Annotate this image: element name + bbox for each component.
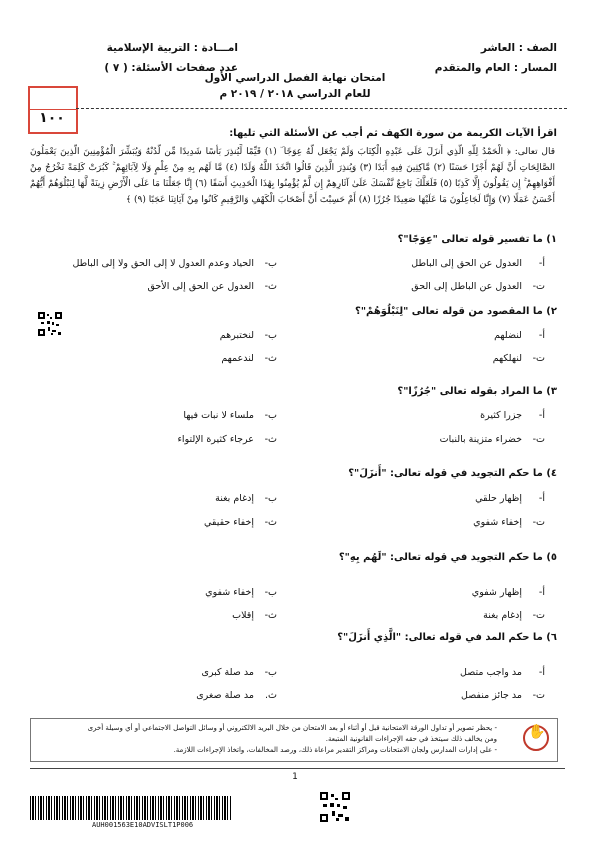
footer-qr-code — [320, 792, 350, 822]
header-divider — [76, 108, 567, 109]
total-score: ١٠٠ — [39, 110, 65, 126]
option-text: إقلاب — [232, 610, 254, 621]
option-letter: ث. — [265, 690, 277, 701]
option-letter: ب- — [264, 587, 277, 598]
question-2-title: ٢) ما المقصود من قوله تعالى "لِنَبْلُوَهُمْ"؟ — [355, 306, 557, 317]
option-letter: ب- — [264, 330, 277, 341]
option-letter: أ- — [538, 258, 545, 269]
qr-code — [38, 312, 62, 336]
pages-count-label: عدد صفحات الأسئلة: ( ٧ ) — [104, 62, 238, 74]
option-letter: أ- — [538, 330, 545, 341]
q1-option-a[interactable] — [411, 258, 545, 269]
option-letter: ب- — [264, 667, 277, 678]
option-text: العدول عن الحق إلى الباطل — [411, 258, 522, 269]
option-text: إخفاء شفوي — [205, 587, 254, 598]
option-letter: ب- — [264, 258, 277, 269]
option-text: مد صلة كبرى — [201, 667, 254, 678]
q4-option-d[interactable] — [204, 517, 277, 528]
subject-label: امـــادة : التربية الإسلامية — [106, 42, 238, 54]
page-number: 1 — [292, 772, 298, 782]
question-4-title: ٤) ما حكم التجويد في قوله تعالى: "أَنزَلَ"؟ — [348, 468, 557, 479]
option-text: إدغام بغنة — [483, 610, 522, 621]
barcode-text: AUH001563E10ADVISLT1P006 — [92, 821, 194, 829]
q1-option-d[interactable] — [148, 281, 278, 292]
option-letter: ت- — [532, 690, 545, 701]
q1-option-b[interactable] — [72, 258, 277, 269]
option-letter: ب- — [264, 493, 277, 504]
option-letter: أ- — [538, 493, 545, 504]
option-text: مد واجب متصل — [460, 667, 522, 678]
question-1-title: ١) ما تفسير قوله تعالى "عِوَجًا"؟ — [397, 234, 557, 245]
option-text: ملساء لا نبات فيها — [183, 410, 254, 421]
option-letter: أ- — [538, 587, 545, 598]
question-6-title: ٦) ما حكم المد في قوله تعالى: "الَّذِي أَنزَلَ"؟ — [337, 632, 557, 643]
instructions: اقرأ الآيات الكريمة من سورة الكهف ثم أجب عن الأسئلة التي تليها: — [229, 128, 557, 139]
notice-line-3: - على إدارات المدارس ولجان الامتحانات ومراكز التقدير مراعاة ذلك، ورصد المخالفات، واتخاذ الإجراءات اللازمة. — [173, 746, 497, 754]
option-text: إخفاء شفوي — [473, 517, 522, 528]
q5-option-c[interactable] — [483, 610, 545, 621]
q6-option-b[interactable] — [201, 667, 277, 678]
stop-hand-icon — [523, 725, 549, 751]
footer-divider — [30, 768, 565, 769]
option-letter: ث- — [264, 434, 277, 445]
option-text: جزرا كثيرة — [480, 410, 522, 421]
exam-year: للعام الدراسي ٢٠١٨ / ٢٠١٩ م — [219, 88, 371, 100]
option-text: عرجاء كثيرة الإلتواء — [177, 434, 254, 445]
q6-option-a[interactable] — [460, 667, 545, 678]
q2-option-a[interactable] — [494, 330, 545, 341]
grade-label: الصف : العاشر — [480, 42, 557, 54]
q4-option-a[interactable] — [475, 493, 545, 504]
option-letter: ت- — [532, 610, 545, 621]
option-text: مد صلة صغرى — [196, 690, 254, 701]
q5-option-a[interactable] — [472, 587, 545, 598]
warning-notice — [30, 718, 558, 762]
option-text: إظهار شفوي — [471, 587, 522, 598]
option-text: إخفاء حقيقي — [204, 517, 254, 528]
q2-option-b[interactable] — [220, 330, 277, 341]
option-text: العدول عن الباطل إلى الحق — [411, 281, 522, 292]
option-text: لندعمهم — [221, 353, 254, 364]
option-text: إدغام بغنة — [215, 493, 254, 504]
option-letter: ث- — [264, 517, 277, 528]
option-text: لنضلهم — [494, 330, 522, 341]
notice-line-2: ومن يخالف ذلك سيتخذ في حقه الإجراءات القانونية المتبعة. — [325, 735, 497, 743]
q2-option-c[interactable] — [493, 353, 545, 364]
notice-line-1: - يحظر تصوير أو تداول الورقة الامتحانية قبل أو أثناء أو بعد الامتحان من خلال البريد الالكتروني أو وسائل التواصل الاجتماعي أو أي وسيلة أخرى — [87, 724, 497, 732]
q3-option-c[interactable] — [440, 434, 545, 445]
q4-option-b[interactable] — [215, 493, 277, 504]
option-letter: أ- — [538, 667, 545, 678]
option-text: مد جائز منفصل — [461, 690, 522, 701]
option-letter: ت- — [532, 517, 545, 528]
option-text: خضراء متزينة بالنبات — [439, 434, 522, 445]
track-label: المسار : العام والمتقدم — [434, 62, 557, 74]
q4-option-c[interactable] — [473, 517, 545, 528]
option-text: لنختبرهم — [219, 330, 254, 341]
q2-option-d[interactable] — [221, 353, 277, 364]
option-text: لنهلكهم — [492, 353, 522, 364]
option-letter: أ- — [538, 410, 545, 421]
option-letter: ث- — [264, 281, 277, 292]
option-text: إظهار حلقي — [475, 493, 522, 504]
q5-option-b[interactable] — [205, 587, 277, 598]
option-letter: ب- — [264, 410, 277, 421]
option-text: الحياد وعدم العدول لا إلى الحق ولا إلى الباطل — [72, 258, 254, 269]
option-letter: ث- — [264, 610, 277, 621]
quran-verses: قال تعالى: ﴿ الْحَمْدُ لِلَّهِ الَّذِي أَنزَلَ عَلَى عَبْدِهِ الْكِتَابَ وَلَمْ يَجْعَل لَّهُ عِوَجًا ۜ (١) قَيِّمًا لِّيُنذِرَ بَأْسًا شَدِيدًا مِّن لَّدُنْهُ وَيُبَشِّرَ الْمُؤْمِنِينَ الَّذِينَ يَعْمَلُونَ الصَّالِحَاتِ أَنَّ لَهُمْ أَجْرًا حَسَنًا (٢) مَّاكِثِينَ فِيهِ أَبَدًا (٣) وَيُنذِرَ الَّذِينَ قَالُوا اتَّخَذَ اللَّهُ وَلَدًا (٤) مَّا لَهُم بِهِ مِنْ عِلْمٍ وَلَا لِآبَائِهِمْ ۚ كَبُرَتْ كَلِمَةً تَخْرُجُ مِنْ أَفْوَاهِهِمْ ۚ إِن يَقُولُونَ إِلَّا كَذِبًا (٥) فَلَعَلَّكَ بَاخِعٌ نَّفْسَكَ عَلَىٰ آثَارِهِمْ إِن لَّمْ يُؤْمِنُوا بِهَٰذَا الْحَدِيثِ أَسَفًا (٦) إِنَّا جَعَلْنَا مَا عَلَى الْأَرْضِ زِينَةً لَّهَا لِنَبْلُوَهُمْ أَيُّهُمْ أَحْسَنُ عَمَلًا (٧) وَإِنَّا لَجَاعِلُونَ مَا عَلَيْهَا صَعِيدًا جُرُزًا (٨) أَمْ حَسِبْتَ أَنَّ أَصْحَابَ الْكَهْفِ وَالرَّقِيمِ كَانُوا مِنْ آيَاتِنَا عَجَبًا (٩) ﴾ — [30, 147, 555, 205]
q3-option-b[interactable] — [183, 410, 277, 421]
q6-option-c[interactable] — [461, 690, 545, 701]
option-letter: ت- — [532, 281, 545, 292]
option-letter: ت- — [532, 434, 545, 445]
q6-option-d[interactable] — [196, 690, 277, 701]
question-3-title: ٣) ما المراد بقوله تعالى "جُرُزًا"؟ — [397, 386, 557, 397]
option-letter: ت- — [532, 353, 545, 364]
option-letter: ث- — [264, 353, 277, 364]
question-5-title: ٥) ما حكم التجويد في قوله تعالى: "لَهُم بِهِ"؟ — [338, 552, 557, 563]
q1-option-c[interactable] — [411, 281, 545, 292]
q3-option-d[interactable] — [177, 434, 277, 445]
exam-title: امتحان نهاية الفصل الدراسي الأول — [204, 72, 386, 84]
q5-option-d[interactable] — [232, 610, 277, 621]
option-text: العدول عن الحق إلى الأحق — [147, 281, 254, 292]
barcode — [30, 796, 232, 820]
q3-option-a[interactable] — [480, 410, 545, 421]
